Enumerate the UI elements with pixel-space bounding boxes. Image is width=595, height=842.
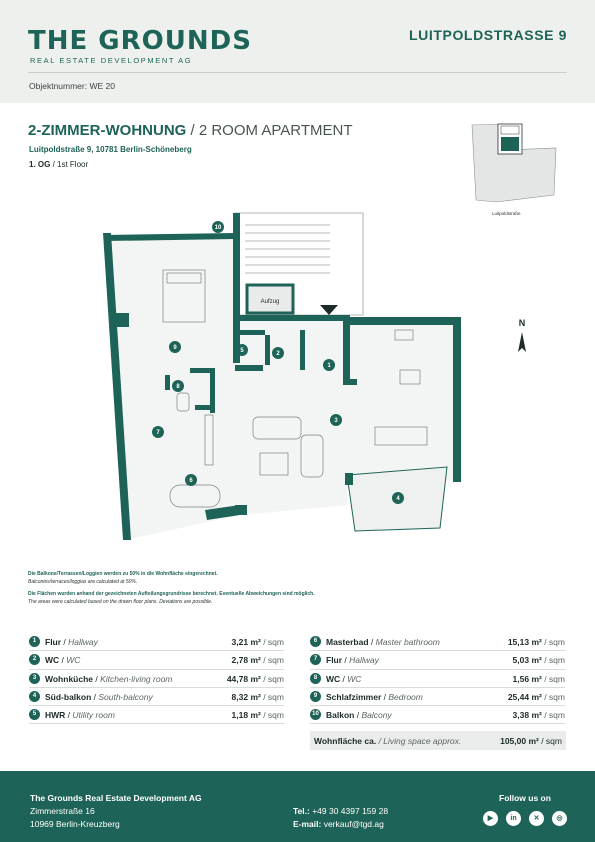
- room-area-unit: / sqm: [541, 710, 565, 721]
- room-row: [310, 706, 565, 724]
- entrance-arrow-icon: [320, 305, 338, 315]
- room-name-en: Master bathroom: [375, 637, 440, 647]
- title-separator: /: [186, 122, 199, 139]
- room-area-value: 2,78 m²: [231, 655, 261, 666]
- floor-plan: [95, 205, 470, 545]
- site-plan: [464, 120, 564, 205]
- room-list-right: [310, 633, 565, 724]
- marker-2-label: 2: [276, 351, 280, 357]
- room-row: [29, 688, 284, 706]
- footer-phone: [293, 806, 388, 816]
- room-area-unit: / sqm: [260, 710, 284, 721]
- room-name-en: Kitchen-living room: [100, 673, 173, 684]
- room-name: Flur / Hallway: [45, 637, 98, 647]
- room-area: [232, 692, 284, 702]
- room-row: [310, 633, 565, 651]
- room-name: Schlafzimmer / Bedroom: [326, 691, 423, 702]
- footer-company: The Grounds Real Estate Development AG: [30, 793, 202, 803]
- room-area: [513, 710, 565, 720]
- total-label-de: Wohnfläche ca.: [314, 736, 377, 746]
- room-area-unit: / sqm: [260, 655, 284, 666]
- marker-1-label: 1: [327, 363, 331, 369]
- apartment-title-de: 2-ZIMMER-WOHNUNG: [28, 122, 187, 139]
- footer-street: Zimmerstraße 16: [30, 806, 95, 816]
- total-value-number: 105,00 m²: [500, 736, 539, 746]
- room-name-de: Balkon: [326, 710, 355, 721]
- object-number: Objektnummer: WE 20: [29, 81, 115, 91]
- room-number: 7: [310, 654, 321, 665]
- room-number: 2: [29, 654, 40, 665]
- follow-us-label: Follow us on: [499, 793, 551, 803]
- room-name-en: Balcony: [361, 710, 392, 721]
- room-area-value: 5,03 m²: [512, 655, 542, 666]
- total-value: [500, 736, 562, 746]
- room-area-value: 3,21 m²: [231, 637, 261, 647]
- room-number: 9: [310, 691, 321, 702]
- marker-4-label: 4: [396, 496, 400, 502]
- room-row: [29, 670, 284, 688]
- room-name: Flur / Hallway: [326, 655, 379, 666]
- footer: [0, 771, 595, 842]
- room-area: [232, 637, 284, 647]
- xing-icon[interactable]: ✕: [529, 811, 544, 826]
- room-number: 1: [29, 636, 40, 647]
- site-plan-street-label: Luitpoldstraße: [492, 211, 521, 216]
- room-number: 3: [29, 673, 40, 684]
- room-number: 8: [310, 673, 321, 684]
- room-name-en: WC: [66, 655, 81, 666]
- room-area-value: 1,18 m²: [231, 710, 261, 721]
- street-title: LUITPOLDSTRASSE 9: [409, 27, 567, 43]
- room-area: [508, 637, 565, 647]
- room-name-en: South-balcony: [98, 691, 153, 702]
- room-row: [310, 670, 565, 688]
- marker-8-label: 8: [176, 384, 180, 390]
- floor-label: [29, 160, 88, 169]
- total-label: [314, 736, 461, 746]
- floor-separator: /: [50, 160, 58, 169]
- room-row: [29, 706, 284, 724]
- room-number: 5: [29, 709, 40, 720]
- north-label: N: [518, 318, 526, 328]
- note-2-en: The areas were calculated based on the drawn floor plans. Deviations are possible.: [28, 598, 213, 605]
- note-1-de: Die Balkone/Terrassen/Loggien werden zu 50% in die Wohnfläche eingerechnet.: [28, 571, 218, 577]
- north-compass: [513, 318, 531, 356]
- header: [0, 0, 595, 103]
- room-area-unit: / sqm: [541, 655, 565, 666]
- room-area-unit: / sqm: [541, 691, 565, 702]
- room-area-unit: / sqm: [260, 637, 284, 647]
- total-label-en: / Living space approx.: [376, 736, 462, 746]
- room-name: Wohnküche / Kitchen-living room: [45, 673, 173, 684]
- room-area-unit: / sqm: [541, 637, 565, 647]
- room-name-en: Bedroom: [388, 691, 423, 702]
- room-area-value: 44,78 m²: [226, 673, 261, 684]
- room-name-en: Hallway: [349, 655, 379, 666]
- room-name-de: WC: [45, 655, 60, 666]
- room-name-de: HWR: [45, 710, 66, 721]
- room-name-de: WC: [326, 673, 341, 684]
- room-row: [29, 651, 284, 669]
- north-arrow-icon: [517, 332, 527, 354]
- header-divider: [28, 72, 567, 73]
- floor-de: 1. OG: [29, 160, 51, 169]
- marker-3-label: 3: [334, 418, 338, 424]
- phone-label: Tel.:: [293, 806, 310, 816]
- marker-6-label: 6: [189, 478, 193, 484]
- logo-text: THE GROUNDS: [28, 26, 252, 56]
- living-space-total: [310, 731, 566, 750]
- room-area-unit: / sqm: [260, 673, 284, 684]
- room-name-de: Masterbad: [326, 637, 369, 647]
- room-name: HWR / Utility room: [45, 710, 115, 721]
- footer-email[interactable]: [293, 819, 384, 829]
- marker-5-label: 5: [240, 348, 244, 354]
- room-area: [508, 692, 565, 702]
- room-area-value: 15,13 m²: [507, 637, 542, 647]
- room-name-de: Wohnküche: [45, 673, 94, 684]
- marker-7-label: 7: [156, 430, 160, 436]
- apartment-title: [28, 122, 352, 139]
- area-notes: [28, 571, 448, 606]
- room-row: [310, 688, 565, 706]
- elevator-label: Aufzug: [260, 299, 280, 305]
- total-value-unit: / sqm: [538, 736, 562, 746]
- youtube-icon[interactable]: ▶: [483, 811, 498, 826]
- room-area: [513, 655, 565, 665]
- phone-number: +49 30 4397 159 28: [309, 806, 389, 816]
- room-name: WC / WC: [45, 655, 81, 666]
- room-area-value: 1,56 m²: [512, 673, 542, 684]
- room-name-de: Schlafzimmer: [326, 691, 382, 702]
- footer-city: 10969 Berlin-Kreuzberg: [30, 819, 120, 829]
- note-2-de: Die Flächen wurden anhand der gezeichneten Aufteilungsgrundrisse berechnet. Eventuelle Abweichungen sind möglich.: [28, 591, 315, 597]
- room-number: 4: [29, 691, 40, 702]
- marker-10-label: 10: [214, 225, 222, 231]
- email-address[interactable]: verkauf@tgd.ag: [321, 819, 384, 829]
- room-name-de: Flur: [45, 637, 62, 647]
- room-area-unit: / sqm: [260, 691, 284, 702]
- logo-subtitle: REAL ESTATE DEVELOPMENT AG: [30, 56, 193, 65]
- room-area-value: 8,32 m²: [231, 691, 261, 702]
- room-name-de: Süd-balkon: [45, 691, 92, 702]
- linkedin-icon[interactable]: in: [506, 811, 521, 826]
- room-area: [227, 674, 284, 684]
- room-row: [310, 651, 565, 669]
- room-area-value: 25,44 m²: [507, 691, 542, 702]
- room-name: Süd-balkon / South-balcony: [45, 691, 153, 702]
- room-area-unit: / sqm: [541, 673, 565, 684]
- room-list-left: [29, 633, 284, 724]
- room-name: WC / WC: [326, 673, 362, 684]
- stair-steps: [245, 225, 330, 273]
- note-1-en: Balconies/terraces/loggias are calculated at 50%.: [28, 578, 138, 585]
- room-row: [29, 633, 284, 651]
- room-area: [232, 710, 284, 720]
- instagram-icon[interactable]: ◎: [552, 811, 567, 826]
- room-number: 6: [310, 636, 321, 647]
- room-name-en: Hallway: [68, 637, 98, 647]
- room-name: Masterbad / Master bathroom: [326, 637, 440, 647]
- email-label: E-mail:: [293, 819, 322, 829]
- room-name-de: Flur: [326, 655, 343, 666]
- room-name-en: WC: [347, 673, 362, 684]
- apartment-title-en: 2 ROOM APARTMENT: [198, 122, 353, 139]
- apartment-address: Luitpoldstraße 9, 10781 Berlin-Schöneberg: [29, 145, 192, 154]
- room-name-en: Utility room: [72, 710, 115, 721]
- floor-en: 1st Floor: [57, 160, 89, 169]
- room-area: [232, 655, 284, 665]
- room-name: Balkon / Balcony: [326, 710, 392, 721]
- room-area: [513, 674, 565, 684]
- marker-9-label: 9: [173, 345, 177, 351]
- social-links: [483, 811, 569, 827]
- room-number: 10: [310, 709, 321, 720]
- room-area-value: 3,38 m²: [512, 710, 542, 721]
